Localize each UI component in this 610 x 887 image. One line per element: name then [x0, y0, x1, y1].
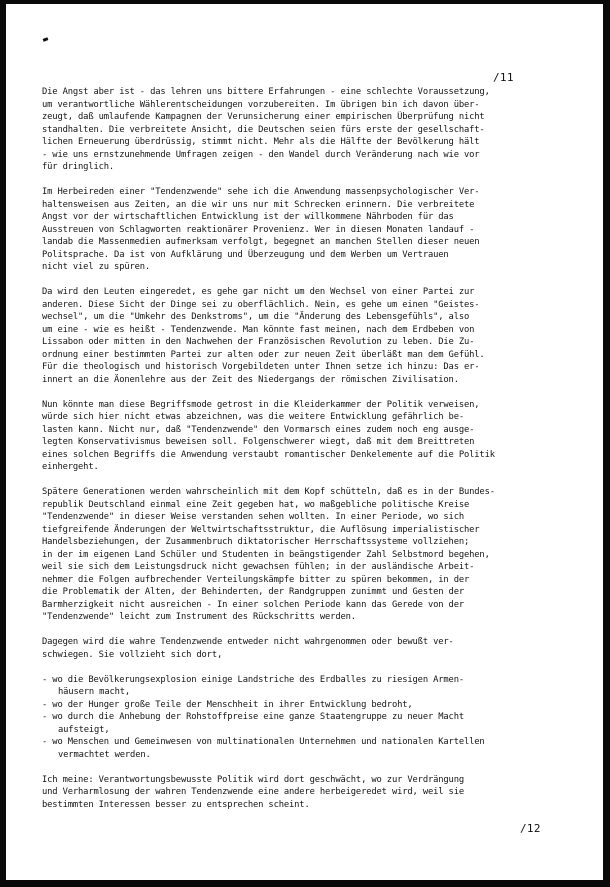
bullet-item [42, 736, 576, 761]
text-line: Ich meine: Verantwortungsbewusste Politik wird dort geschwächt, wo zur Verdrängung [42, 774, 464, 785]
text-line: vermachtet werden. [58, 749, 151, 760]
text-line: die Problematik der Alten, der Behinderten, der Randgruppen zunimmt und Gesten der [42, 587, 464, 597]
text-line: Die Angst aber ist - das lehren uns bittere Erfahrungen - eine schlechte Voraussetzung, [42, 87, 490, 97]
page-number-bottom: /12 [520, 822, 541, 835]
text-line: Spätere Generationen werden wahrscheinlich mit dem Kopf schütteln, daß es in der Bundes- [42, 487, 495, 497]
text-line: - wo Menschen und Gemeinwesen von multinationalen Unternehmen und nationalen Kartellen [42, 737, 485, 747]
text-line: - wie uns ernstzunehmende Umfragen zeigen - den Wandel durch Veränderung nach wie vor [42, 149, 480, 160]
text-line: "Tendenzwende" in dieser Weise verstanden sehen wollten. In einer Periode, wo sich [42, 512, 464, 522]
text-line: aufsteigt, [58, 724, 110, 735]
text-line: haltensweisen aus Zeiten, an die wir uns nur mit Schrecken erinnern. Die verbreitete [42, 199, 475, 210]
document-page [6, 4, 603, 880]
text-line: Lissabon oder mitten in den Nachwehen der Französischen Revolution zu leben. Die Zu- [42, 337, 475, 347]
paragraph [42, 486, 576, 624]
text-line: einhergeht. [42, 462, 99, 472]
text-line: Politsprache. Da ist von Aufklärung und Überzeugung und dem Werben um Vertrauen [42, 249, 449, 260]
text-line: eines solchen Begriffs die Anwendung verstaubt romantischer Denkelemente auf die Politik [42, 449, 495, 460]
text-line: tiefgreifende Änderungen der Weltwirtschaftsstruktur, die Auflösung imperialistischer [42, 524, 480, 535]
text-line: - wo durch die Anhebung der Rohstoffpreise eine ganze Staatengruppe zu neuer Macht [42, 712, 464, 722]
text-line: lichen Erneuerung überdrüssig, stimmt nicht. Mehr als die Hälfte der Bevölkerung hält [42, 137, 480, 147]
text-line: in der im eigenen Land Schüler und Studenten in beängstigender Zahl Selbstmord begehen, [42, 549, 490, 560]
text-line: häusern macht, [58, 687, 131, 697]
text-line: um verantwortliche Wählerentscheidungen vorzubereiten. Im übrigen bin ich davon über- [42, 99, 480, 110]
scan-speck [43, 37, 49, 42]
text-line: Im Herbeireden einer "Tendenzwende" sehe ich die Anwendung massenpsychologischer Ver- [42, 187, 480, 197]
bullet-item [42, 699, 576, 712]
paragraph-container [42, 86, 576, 661]
text-line: legten Konservativismus beweisen soll. Folgenschwerer wiegt, daß mit dem Breittreten [42, 437, 475, 447]
text-line: Dagegen wird die wahre Tendenzwende entweder nicht wahrgenommen oder bewußt ver- [42, 637, 454, 647]
page-number-top: /11 [493, 71, 514, 84]
text-line: Für die theologisch und historisch Vorgebildeten unter Ihnen setze ich hinzu: Das er- [42, 362, 480, 372]
text-line: weil sie sich dem Leistungsdruck nicht gewachsen fühlen; in der ausländische Arbeit- [42, 562, 475, 572]
text-line: Nun könnte man diese Begriffsmode getrost in die Kleiderkammer der Politik verweisen, [42, 399, 480, 410]
text-line: - wo der Hunger große Teile der Menschheit in ihrer Entwicklung bedroht, [42, 699, 413, 710]
paragraph [42, 636, 576, 661]
text-line: anderen. Diese Sicht der Dinge sei zu oberflächlich. Nein, es gehe um einen "Geistes- [42, 299, 480, 310]
text-line: bestimmten Interessen besser zu entsprechen scheint. [42, 799, 310, 810]
text-line: republik Deutschland einmal eine Zeit gegeben hat, wo maßgebliche politische Kreise [42, 499, 470, 510]
closing-paragraph [42, 774, 576, 812]
paragraph [42, 286, 576, 386]
text-line: Barmherzigkeit nicht ausreichen - In einer solchen Periode kann das Gerede von der [42, 599, 464, 610]
bullet-item [42, 674, 576, 699]
text-line: lasten kann. Nicht nur, daß "Tendenzwende" den Vormarsch eines zudem noch eng ausge- [42, 424, 475, 435]
text-line: Handelsbeziehungen, der Zusammenbruch diktatorischer Herrschaftssysteme vollziehen; [42, 537, 470, 547]
text-line: schwiegen. Sie vollzieht sich dort, [42, 649, 223, 660]
paragraph [42, 186, 576, 274]
paragraph [42, 399, 576, 474]
text-line: nicht viel zu spüren. [42, 262, 151, 272]
text-line: nehmer die Folgen aufbrechender Verteilungskämpfe bitter zu spüren bekommen, in der [42, 574, 470, 585]
text-line: wechsel", um die "Umkehr des Denkstroms", um die "Änderung des Lebensgefühls", also [42, 312, 470, 322]
text-line: ordnung einer bestimmten Partei zur alten oder zur neuen Zeit überläßt man dem Gefühl. [42, 349, 485, 360]
paragraph [42, 86, 576, 174]
text-line: - wo die Bevölkerungsexplosion einige Landstriche des Erdballes zu riesigen Armen- [42, 674, 464, 685]
text-line: für dringlich. [42, 162, 115, 172]
text-line: würde sich hier nicht etwas abzeichnen, was die weitere Entwicklung gefährlich be- [42, 412, 464, 422]
text-line: "Tendenzwende" leicht zum Instrument des Rückschritts werden. [42, 612, 356, 622]
document-body [42, 86, 576, 824]
text-line: standhalten. Die verbreitete Ansicht, die Deutschen seien fürs erste der gesellschaft- [42, 124, 485, 135]
text-line: landab die Massenmedien aufmerksam verfolgt, begegnet an manchen Stellen dieser neuen [42, 237, 480, 247]
text-line: zeugt, daß umlaufende Kampagnen der Verunsicherung einer empirischen Überprüfung nicht [42, 112, 485, 122]
text-line: Angst vor der wirtschaftlichen Entwicklung ist der willkommene Nährboden für das [42, 212, 454, 222]
text-line: und Verharmlosung der wahren Tendenzwende eine andere herbeigeredet wird, weil sie [42, 787, 464, 797]
text-line: Ausstreuen von Schlagworten reaktionärer Provenienz. Wer in diesen Monaten landauf - [42, 224, 475, 235]
text-line: Da wird den Leuten eingeredet, es gehe gar nicht um den Wechsel von einer Partei zur [42, 287, 475, 297]
bullet-list [42, 674, 576, 762]
bullet-item [42, 711, 576, 736]
text-line: um eine - wie es heißt - Tendenzwende. Man könnte fast meinen, nach dem Erdbeben von [42, 324, 475, 335]
text-line: innert an die Äonenlehre aus der Zeit des Niedergangs der römischen Zivilisation. [42, 374, 459, 385]
